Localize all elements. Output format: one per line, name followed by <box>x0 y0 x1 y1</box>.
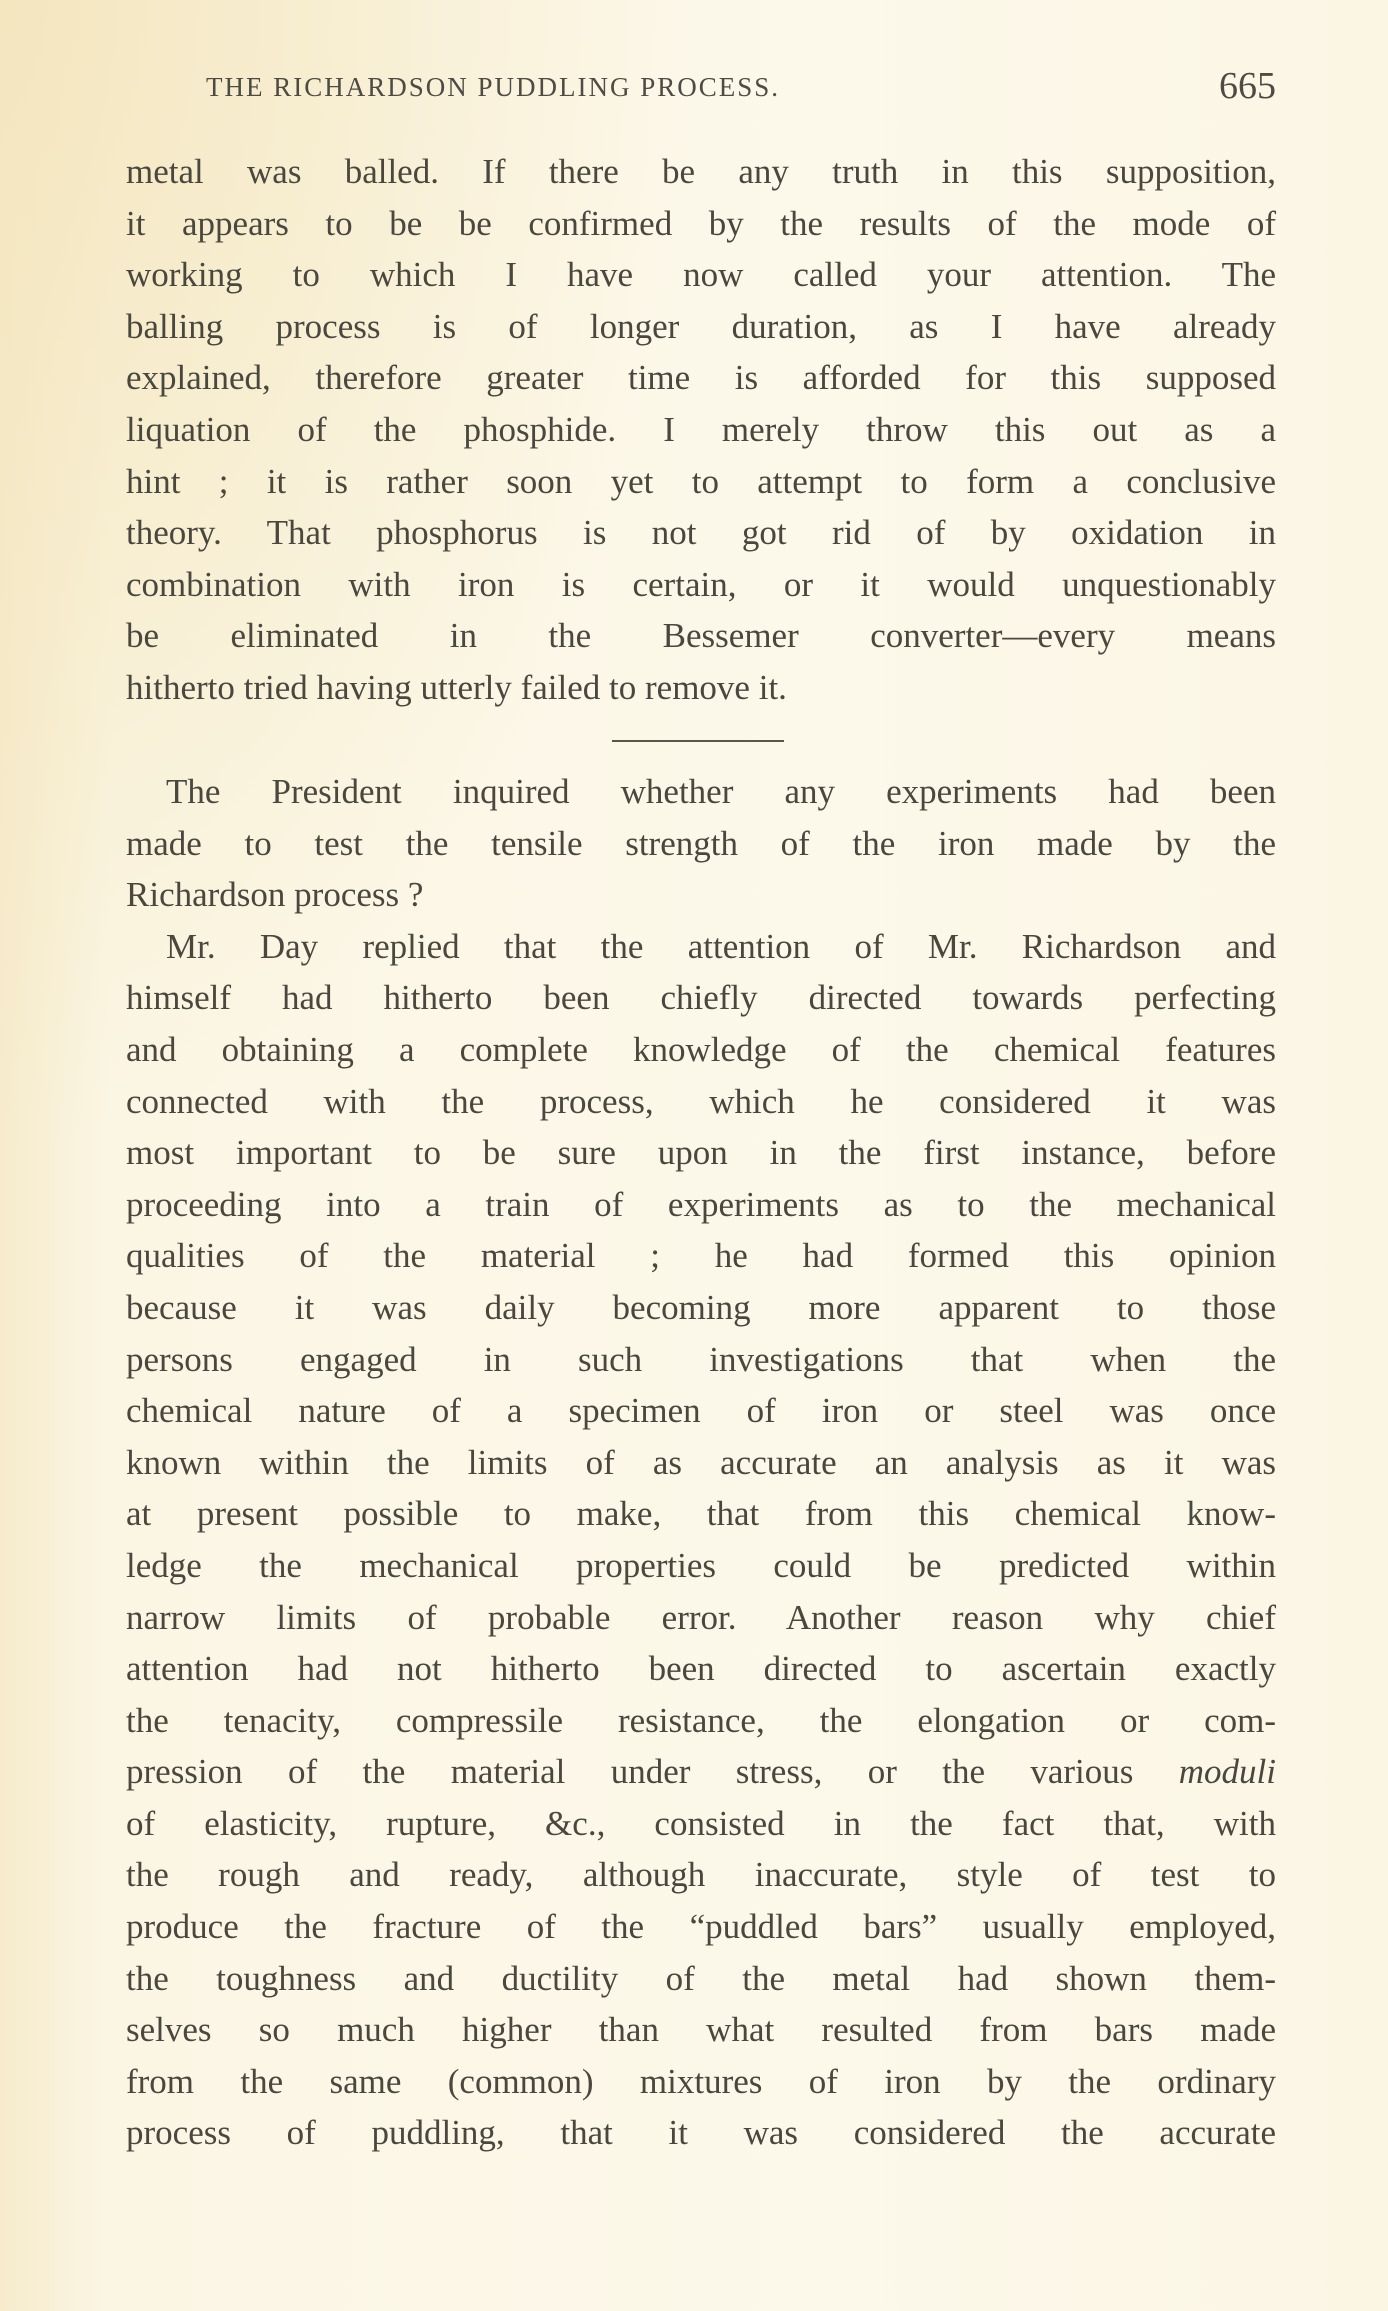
italic-term: moduli <box>1178 1752 1276 1792</box>
running-head <box>206 65 1276 108</box>
text-line: Richardson process ? <box>126 875 424 915</box>
text-line: proceeding into a train of experiments as to the mechanical <box>126 1184 1276 1224</box>
text-line: qualities of the material ; he had formed this opinion <box>126 1236 1276 1276</box>
president-question-paragraph <box>126 766 1276 921</box>
mr-day-reply-paragraph <box>126 921 1276 2159</box>
text-line: and obtaining a complete knowledge of the chemical features <box>126 1029 1276 1069</box>
text-line: chemical nature of a specimen of iron or steel was once <box>126 1391 1276 1431</box>
text-line: most important to be sure upon in the first instance, before <box>126 1133 1276 1173</box>
text-line: himself had hitherto been chiefly directed towards perfecting <box>126 978 1276 1018</box>
text-line: persons engaged in such investigations that when the <box>126 1339 1276 1379</box>
text-line: process of puddling, that it was considered the accurate <box>126 2113 1276 2153</box>
text-line: be eliminated in the Bessemer converter—every means <box>126 616 1276 656</box>
text-line: hint ; it is rather soon yet to attempt to form a conclusive <box>126 461 1276 501</box>
closing-paragraph <box>126 146 1276 714</box>
text-line: liquation of the phosphide. I merely throw this out as a <box>126 409 1276 449</box>
text-line: because it was daily becoming more apparent to those <box>126 1287 1276 1327</box>
text-line: the tenacity, compressile resistance, the elongation or com- <box>126 1700 1276 1740</box>
discussion-section <box>126 766 1276 2159</box>
text-line: explained, therefore greater time is afforded for this supposed <box>126 358 1276 398</box>
running-title: THE RICHARDSON PUDDLING PROCESS. <box>206 72 781 102</box>
text-line: the rough and ready, although inaccurate, style of test to <box>126 1855 1276 1895</box>
text-line: metal was balled. If there be any truth in this supposition, <box>126 152 1276 191</box>
text-line: balling process is of longer duration, as I have already <box>126 306 1276 346</box>
text-line-with-italic <box>126 1746 1276 1798</box>
text-line: produce the fracture of the “puddled bars” usually employed, <box>126 1907 1276 1947</box>
text-line: attention had not hitherto been directed to ascertain exactly <box>126 1649 1276 1689</box>
text-line: it appears to be be confirmed by the results of the mode of <box>126 203 1276 243</box>
text-line: of elasticity, rupture, &c., consisted in the fact that, with <box>126 1803 1276 1843</box>
text-span: pression of the material under stress, or the various <box>126 1752 1134 1792</box>
text-line: narrow limits of probable error. Another reason why chief <box>126 1597 1276 1637</box>
text-line: from the same (common) mixtures of iron by the ordinary <box>126 2061 1276 2101</box>
text-line: made to test the tensile strength of the iron made by the <box>126 823 1276 863</box>
text-line: selves so much higher than what resulted from bars made <box>126 2010 1276 2050</box>
text-line: combination with iron is certain, or it would unquestionably <box>126 564 1276 604</box>
text-line: hitherto tried having utterly failed to remove it. <box>126 667 787 707</box>
text-line: The President inquired whether any experiments had been <box>166 772 1276 811</box>
text-line: ledge the mechanical properties could be predicted within <box>126 1545 1276 1585</box>
text-line: working to which I have now called your attention. The <box>126 255 1276 295</box>
section-divider <box>612 740 784 742</box>
text-line: known within the limits of as accurate an analysis as it was <box>126 1442 1276 1482</box>
text-line: theory. That phosphorus is not got rid of by oxidation in <box>126 513 1276 553</box>
text-line: at present possible to make, that from this chemical know- <box>126 1494 1276 1534</box>
text-line: the toughness and ductility of the metal had shown them- <box>126 1958 1276 1998</box>
text-line: connected with the process, which he considered it was <box>126 1081 1276 1121</box>
page-number: 665 <box>1219 65 1276 107</box>
text-line: Mr. Day replied that the attention of Mr. Richardson and <box>166 926 1276 966</box>
